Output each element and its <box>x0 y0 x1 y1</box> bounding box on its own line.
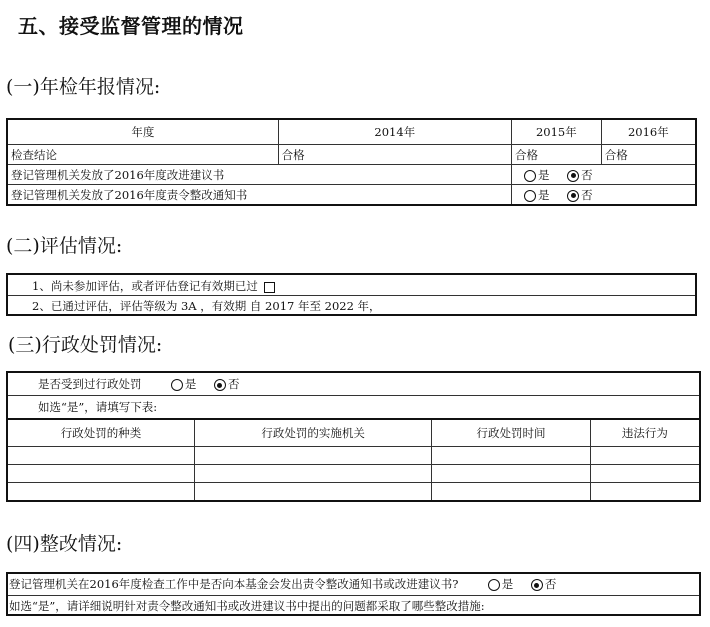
inspection-label: 检查结论 <box>7 145 278 165</box>
table-row <box>7 465 700 483</box>
radio-no-selected-icon[interactable] <box>567 170 579 182</box>
header-2014: 2014年 <box>278 119 511 145</box>
section-heading-evaluation: (二)评估情况: <box>6 235 123 257</box>
evaluation-box <box>6 273 697 316</box>
option-no-label: 否 <box>544 577 557 591</box>
header-2015: 2015年 <box>511 119 601 145</box>
option-yes-label: 是 <box>501 577 514 591</box>
option-no-label: 否 <box>227 377 240 391</box>
rectification-note: 如选“是”，请详细说明针对责令整改通知书或改进建议书中提出的问题都采取了哪些整改措施: <box>9 599 485 613</box>
radio-no-selected-icon[interactable] <box>567 190 579 202</box>
option-no-label: 否 <box>581 187 593 202</box>
radio-yes-icon[interactable] <box>524 170 536 182</box>
improvement-letter-label: 登记管理机关发放了2016年度改进建议书 <box>7 165 511 185</box>
inspection-2015: 合格 <box>511 145 601 165</box>
col-penalty-authority: 行政处罚的实施机关 <box>194 419 431 447</box>
table-row <box>7 483 700 502</box>
rectification-notice-label: 登记管理机关发放了2016年度责令整改通知书 <box>7 185 511 206</box>
penalty-table <box>6 418 701 502</box>
radio-no-selected-icon[interactable] <box>531 579 543 591</box>
evaluation-line-2: 2、已通过评估，评估等级为 3A ，有效期 自 2017 年至 2022 年， <box>32 299 381 313</box>
inspection-2016: 合格 <box>601 145 696 165</box>
header-year: 年度 <box>7 119 278 145</box>
section-heading-rectification: (四)整改情况: <box>6 533 123 555</box>
section-heading-penalty: (三)行政处罚情况: <box>8 334 163 356</box>
radio-yes-icon[interactable] <box>524 190 536 202</box>
radio-yes-icon[interactable] <box>171 379 183 391</box>
inspection-2014: 合格 <box>278 145 511 165</box>
col-penalty-time: 行政处罚时间 <box>432 419 591 447</box>
option-yes-label: 是 <box>537 187 550 202</box>
rectification-box <box>6 572 701 616</box>
not-evaluated-checkbox[interactable] <box>264 282 275 293</box>
radio-no-selected-icon[interactable] <box>214 379 226 391</box>
rectification-notice-options <box>511 185 696 206</box>
evaluation-line-1 <box>32 278 695 294</box>
section-heading-annual-inspection: (一)年检年报情况: <box>6 76 161 98</box>
page-title: 五、接受监督管理的情况 <box>18 14 244 38</box>
penalty-question-text: 是否受到过行政处罚 <box>38 377 142 391</box>
rectification-question-text: 登记管理机关在2016年度检查工作中是否向本基金会发出责令整改通知书或改进建议书? <box>9 577 459 591</box>
evaluation-line-1-text: 1、尚未参加评估，或者评估登记有效期已过 <box>32 279 258 293</box>
option-yes-label: 是 <box>184 377 197 391</box>
col-penalty-type: 行政处罚的种类 <box>7 419 194 447</box>
option-no-label: 否 <box>581 167 593 182</box>
penalty-question-box <box>6 371 701 419</box>
penalty-question-row <box>38 376 699 392</box>
col-violation: 违法行为 <box>590 419 700 447</box>
radio-yes-icon[interactable] <box>488 579 500 591</box>
header-2016: 2016年 <box>601 119 696 145</box>
penalty-fill-note: 如选“是”，请填写下表: <box>38 400 158 414</box>
rectification-question-row <box>9 576 699 592</box>
annual-inspection-table <box>6 118 697 206</box>
option-yes-label: 是 <box>537 167 550 182</box>
improvement-letter-options <box>511 165 696 185</box>
table-row <box>7 447 700 465</box>
